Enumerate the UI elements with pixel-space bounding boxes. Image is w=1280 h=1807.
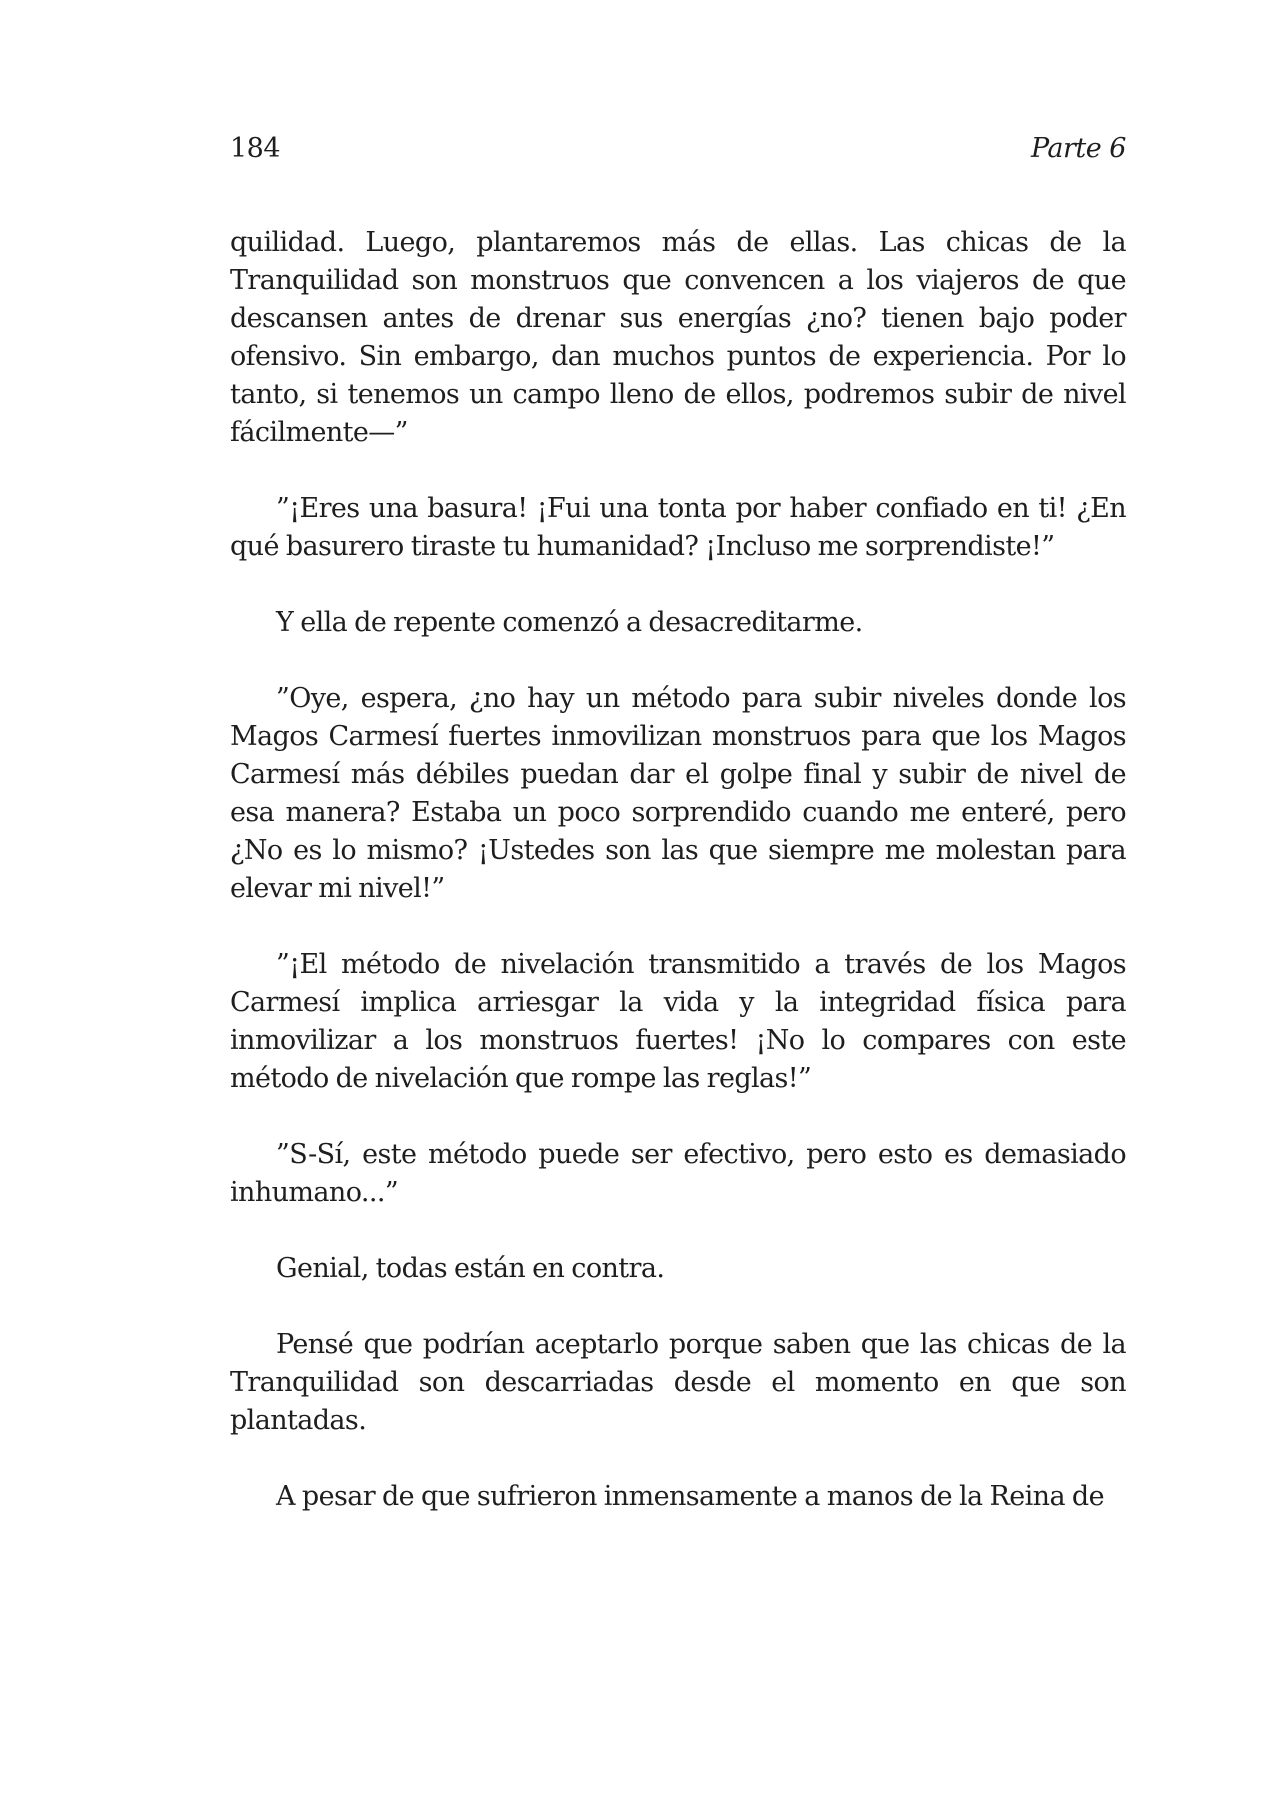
part-title: Parte 6: [1030, 133, 1126, 164]
body-text: [230, 224, 1126, 1516]
paragraph-1: quilidad. Luego, plantaremos más de ellas. Las chicas de la Tranquilidad son monstruos que convencen a los viajeros de que descansen antes de drenar sus energías ¿no? tienen bajo poder ofensivo. Sin embargo, dan muchos puntos de experiencia. Por lo tanto, si tenemos un campo lleno de ellos, podremos subir de nivel fácilmente—”: [230, 227, 1126, 448]
paragraph-9: A pesar de que sufrieron inmensamente a manos de la Reina de: [276, 1481, 1104, 1512]
paragraph-8: Pensé que podrían aceptarlo porque saben que las chicas de la Tranquilidad son descarriadas desde el momento en que son plantadas.: [230, 1329, 1126, 1436]
paragraph-3: Y ella de repente comenzó a desacreditarme.: [276, 607, 863, 638]
paragraph-2: ”¡Eres una basura! ¡Fui una tonta por haber confiado en ti! ¿En qué basurero tiraste tu humanidad? ¡Incluso me sorprendiste!”: [230, 493, 1126, 562]
running-header: [230, 130, 1126, 168]
paragraph-5: ”¡El método de nivelación transmitido a través de los Magos Carmesí implica arriesgar la vida y la integridad física para inmovilizar a los monstruos fuertes! ¡No lo compares con este método de nivelación que rompe las reglas!”: [230, 949, 1126, 1094]
page-number: 184: [230, 133, 281, 164]
paragraph-7: Genial, todas están en contra.: [276, 1253, 665, 1284]
paragraph-6: ”S-Sí, este método puede ser efectivo, pero esto es demasiado inhumano...”: [230, 1139, 1126, 1208]
paragraph-4: ”Oye, espera, ¿no hay un método para subir niveles donde los Magos Carmesí fuertes inmovilizan monstruos para que los Magos Carmesí más débiles puedan dar el golpe final y subir de nivel de esa manera? Estaba un poco sorprendido cuando me enteré, pero ¿No es lo mismo? ¡Ustedes son las que siempre me molestan para elevar mi nivel!”: [230, 683, 1126, 904]
